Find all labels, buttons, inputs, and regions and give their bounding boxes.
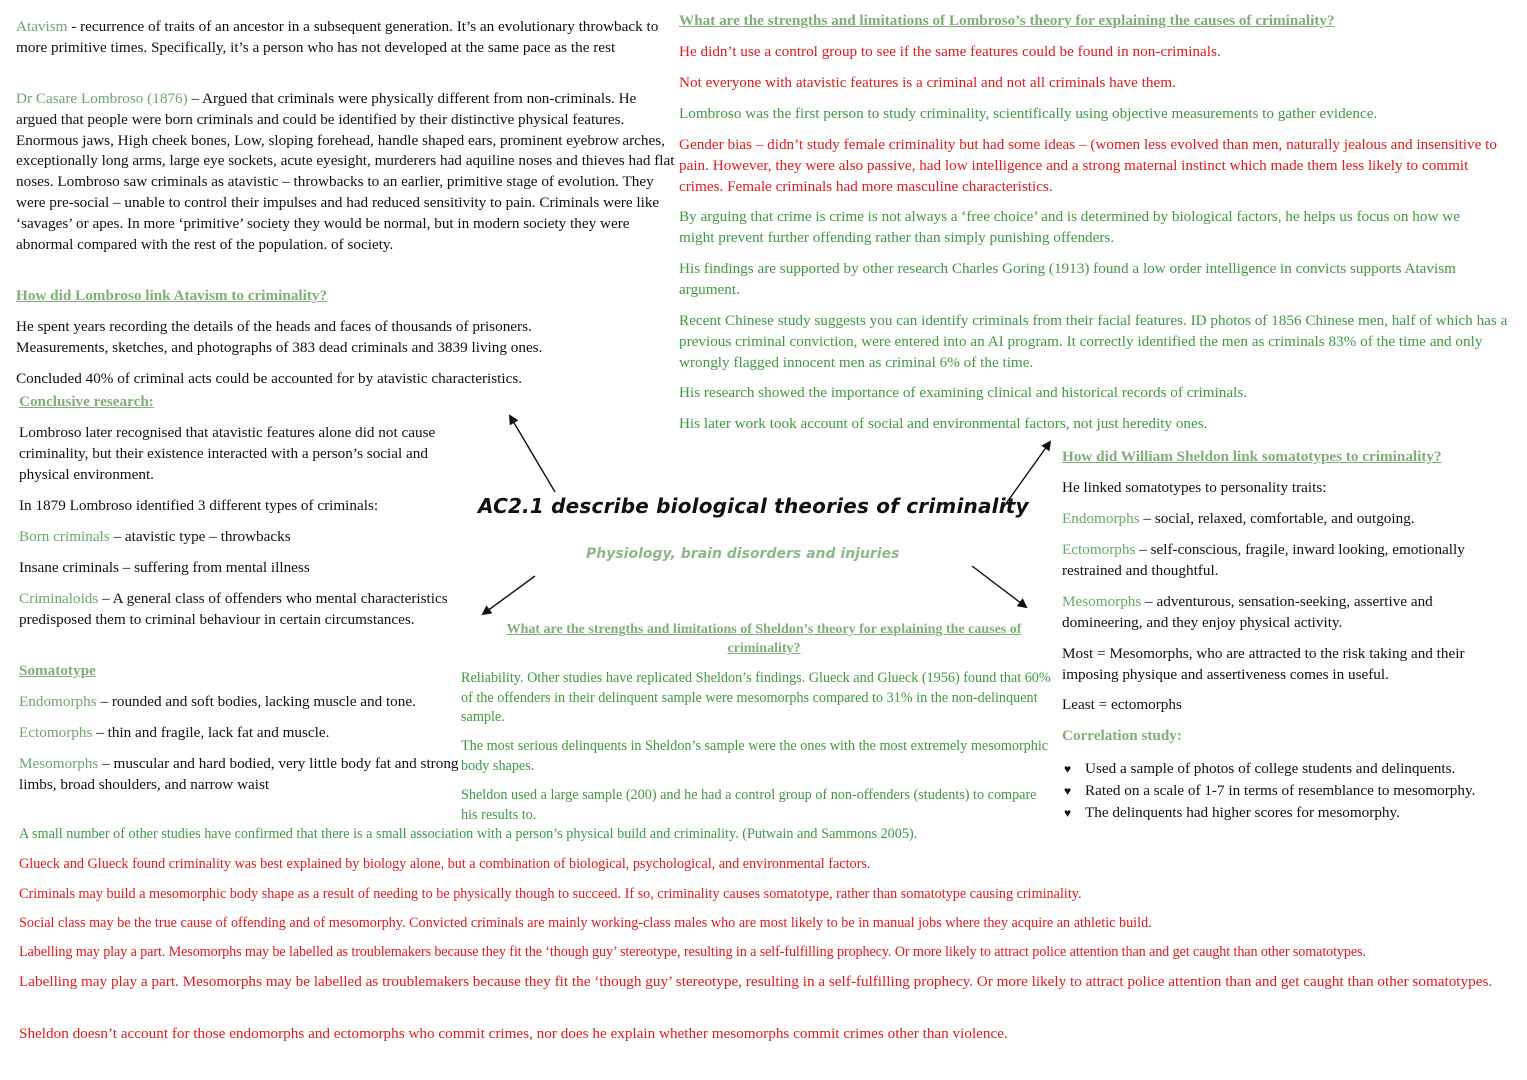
page-title: AC2.1 describe biological theories of criminality	[478, 494, 1029, 518]
somatotype-heading: Somatotype	[19, 662, 96, 679]
eval-point-9: His later work took account of social and environmental factors, not just heredity ones.	[679, 415, 1208, 432]
ectomorphs-def	[19, 723, 459, 744]
conclusive-heading: Conclusive research:	[19, 393, 154, 410]
mesomorphs-def	[19, 754, 459, 796]
insane-criminals: Insane criminals – suffering from mental illness	[19, 559, 310, 576]
heart-bullet-icon: ♥	[1064, 784, 1072, 798]
correlation-item	[1062, 780, 1522, 802]
bottom-point-5: Labelling may play a part. Mesomorphs may be labelled as troublemakers because they fit the ‘though guy’ stereotype, resulting in a self-fulfilling prophecy. Or more likely to attract police attention than and get caught than other somatotypes.	[19, 973, 1493, 990]
endo-term: Endomorphs	[19, 693, 97, 710]
correlation-item-text: Used a sample of photos of college students and delinquents.	[1085, 760, 1456, 777]
atavism-text: - recurrence of traits of an ancestor in a subsequent generation. It’s an evolutionary throwback to more primitive times. Specifically, it’s a person who has not developed at the same pace as the rest	[16, 18, 659, 56]
sheldon-eval-1: Reliability. Other studies have replicated Sheldon’s findings. Glueck and Glueck (1956) found that 60% of the offenders in their delinquent sample were mesomorphs compared to 31% in the non-delinquent sample.	[461, 670, 1051, 725]
heart-bullet-icon: ♥	[1064, 762, 1072, 776]
types-intro: In 1879 Lombroso identified 3 different types of criminals:	[19, 497, 379, 514]
eval-point-1: He didn’t use a control group to see if the same features could be found in non-criminals.	[679, 43, 1221, 60]
born-term: Born criminals	[19, 528, 110, 545]
link-text: He spent years recording the details of the heads and faces of thousands of prisoners. Measurements, sketches, and photographs of 383 dead criminals and 3839 living ones.	[16, 318, 543, 356]
meso-term: Mesomorphs	[19, 755, 99, 772]
sheldon-eval-3: Sheldon used a large sample (200) and he had a control group of non-offenders (students) to compare his results to.	[461, 787, 1037, 823]
eval-point-4: Gender bias – didn’t study female criminality but had some ideas – (women less evolved than men, naturally jealous and insensitive to pain. However, they were also passive, had low intelligence and a strong maternal instinct which made them less likely to commit crimes. Female criminals had more masculine characteristics.	[679, 136, 1497, 195]
eval-point-5: By arguing that crime is crime is not always a ‘free choice’ and is determined by biological factors, he helps us focus on how we might prevent further offending rather than simply punishing offenders.	[679, 208, 1460, 246]
arrow-down-left	[483, 576, 535, 614]
sheldon-mesomorphs	[1062, 592, 1492, 634]
sheldon-evaluation-heading: What are the strengths and limitations of Sheldon’s theory for explaining the causes of criminality?	[506, 622, 1022, 656]
bottom-green-point: A small number of other studies have confirmed that there is a small association with a person’s physical build and criminality. (Putwain and Sammons 2005).	[19, 826, 918, 842]
sheldon-most: Most = Mesomorphs, who are attracted to the risk taking and their imposing physique and assertiveness comes in useful.	[1062, 645, 1465, 683]
atavism-definition	[16, 17, 666, 59]
born-criminals	[19, 527, 459, 548]
sheldon-heading: How did William Sheldon link somatotypes to criminality?	[1062, 448, 1442, 465]
correlation-item-text: Rated on a scale of 1-7 in terms of resemblance to mesomorphy.	[1085, 782, 1476, 799]
sheldon-ectomorphs	[1062, 540, 1522, 582]
bottom-point-4: Labelling may play a part. Mesomorphs may be labelled as troublemakers because they fit the ‘though guy’ stereotype, resulting in a self-fulfilling prophecy. Or more likely to attract police attention than and get caught than other somatotypes.	[19, 944, 1366, 960]
sheldon-intro: He linked somatotypes to personality traits:	[1062, 479, 1327, 496]
sheldon-ecto-term: Ectomorphs	[1062, 541, 1136, 558]
sheldon-ecto-text: – self-conscious, fragile, inward looking, emotionally restrained and thoughtful.	[1062, 541, 1465, 579]
atavism-term: Atavism	[16, 18, 68, 35]
criminaloids-text: – A general class of offenders who mental characteristics predisposed them to criminal behaviour in certain circumstances.	[19, 590, 448, 628]
concluded-text: Concluded 40% of criminal acts could be accounted for by atavistic characteristics.	[16, 370, 523, 387]
eval-point-7: Recent Chinese study suggests you can identify criminals from their facial features. ID photos of 1856 Chinese men, half of which has a previous criminal conviction, were entered into an AI program. It correctly identified the men as criminals 83% of the time and only wrongly flagged innocent men as criminal 6% of the time.	[679, 312, 1508, 371]
correlation-heading: Correlation study:	[1062, 727, 1182, 744]
lombroso-evaluation-heading: What are the strengths and limitations of Lombroso’s theory for explaining the causes of criminality?	[679, 12, 1335, 29]
bottom-point-2: Criminals may build a mesomorphic body shape as a result of needing to be physically though to succeed. If so, criminality causes somatotype, rather than somatotype causing criminality.	[19, 886, 1082, 902]
endo-text: – rounded and soft bodies, lacking muscle and tone.	[96, 693, 416, 710]
lombroso-paragraph	[16, 89, 679, 255]
arrow-down-right	[972, 566, 1026, 607]
endomorphs-def	[19, 692, 464, 713]
born-text: – atavistic type – throwbacks	[109, 528, 291, 545]
arrow-up-left	[510, 416, 555, 492]
heart-bullet-icon: ♥	[1064, 806, 1072, 820]
lombroso-term: Dr Casare Lombroso (1876)	[16, 90, 188, 107]
link-heading: How did Lombroso link Atavism to criminality?	[16, 287, 328, 304]
eval-point-8: His research showed the importance of examining clinical and historical records of criminals.	[679, 384, 1248, 401]
sheldon-endo-text: – social, relaxed, comfortable, and outgoing.	[1139, 510, 1415, 527]
correlation-item	[1062, 802, 1522, 824]
bottom-point-1: Glueck and Glueck found criminality was best explained by biology alone, but a combination of biological, psychological, and environmental factors.	[19, 856, 871, 872]
sheldon-meso-term: Mesomorphs	[1062, 593, 1142, 610]
eval-point-3: Lombroso was the first person to study criminality, scientifically using objective measurements to gather evidence.	[679, 105, 1378, 122]
eval-point-2: Not everyone with atavistic features is a criminal and not all criminals have them.	[679, 74, 1176, 91]
sheldon-endomorphs	[1062, 509, 1522, 530]
sheldon-endo-term: Endomorphs	[1062, 510, 1140, 527]
sheldon-least: Least = ectomorphs	[1062, 696, 1182, 713]
correlation-item	[1062, 758, 1522, 780]
sheldon-meso-text: – adventurous, sensation-seeking, assertive and domineering, and they enjoy physical activity.	[1062, 593, 1433, 631]
correlation-item-text: The delinquents had higher scores for mesomorphy.	[1085, 804, 1400, 821]
ecto-text: – thin and fragile, lack fat and muscle.	[92, 724, 330, 741]
page-subtitle: Physiology, brain disorders and injuries	[586, 546, 900, 562]
bottom-point-3: Social class may be the true cause of offending and of mesomorphy. Convicted criminals are mainly working-class males who are most likely to be in manual jobs where they acquire an athletic build.	[19, 915, 1152, 931]
meso-text: – muscular and hard bodied, very little body fat and strong limbs, broad shoulders, and narrow waist	[19, 755, 459, 793]
criminaloids-term: Criminaloids	[19, 590, 99, 607]
recognised-text: Lombroso later recognised that atavistic features alone did not cause criminality, but their existence interacted with a person’s social and physical environment.	[19, 424, 436, 483]
lombroso-text: – Argued that criminals were physically different from non-criminals. He argued that people were born criminals and could be identified by their distinctive physical features. Enormous jaws, High cheek bones, Low, sloping forehead, handle shaped ears, prominent eyebrow arches, exceptionally long arms, large eye sockets, acute eyesight, murderers had aquiline noses and thieves had flat noses. Lombroso saw criminals as atavistic – throwbacks to an earlier, primitive stage of evolution. They were pre-social – unable to control their impulses and had reduced sensitivity to pain. Criminals were like ‘savages’ or apes. In more ‘primitive’ society they would be normal, but in modern society they were abnormal compared with the rest of the population. of society.	[16, 90, 675, 253]
correlation-list	[1062, 758, 1522, 824]
ecto-term: Ectomorphs	[19, 724, 93, 741]
eval-point-6: His findings are supported by other research Charles Goring (1913) found a low order intelligence in convicts supports Atavism argument.	[679, 260, 1456, 298]
sheldon-eval-2: The most serious delinquents in Sheldon’s sample were the ones with the most extremely mesomorphic body shapes.	[461, 738, 1049, 774]
bottom-point-6: Sheldon doesn’t account for those endomorphs and ectomorphs who commit crimes, nor does he explain whether mesomorphs commit crimes other than violence.	[19, 1025, 1008, 1042]
criminaloids	[19, 589, 459, 631]
